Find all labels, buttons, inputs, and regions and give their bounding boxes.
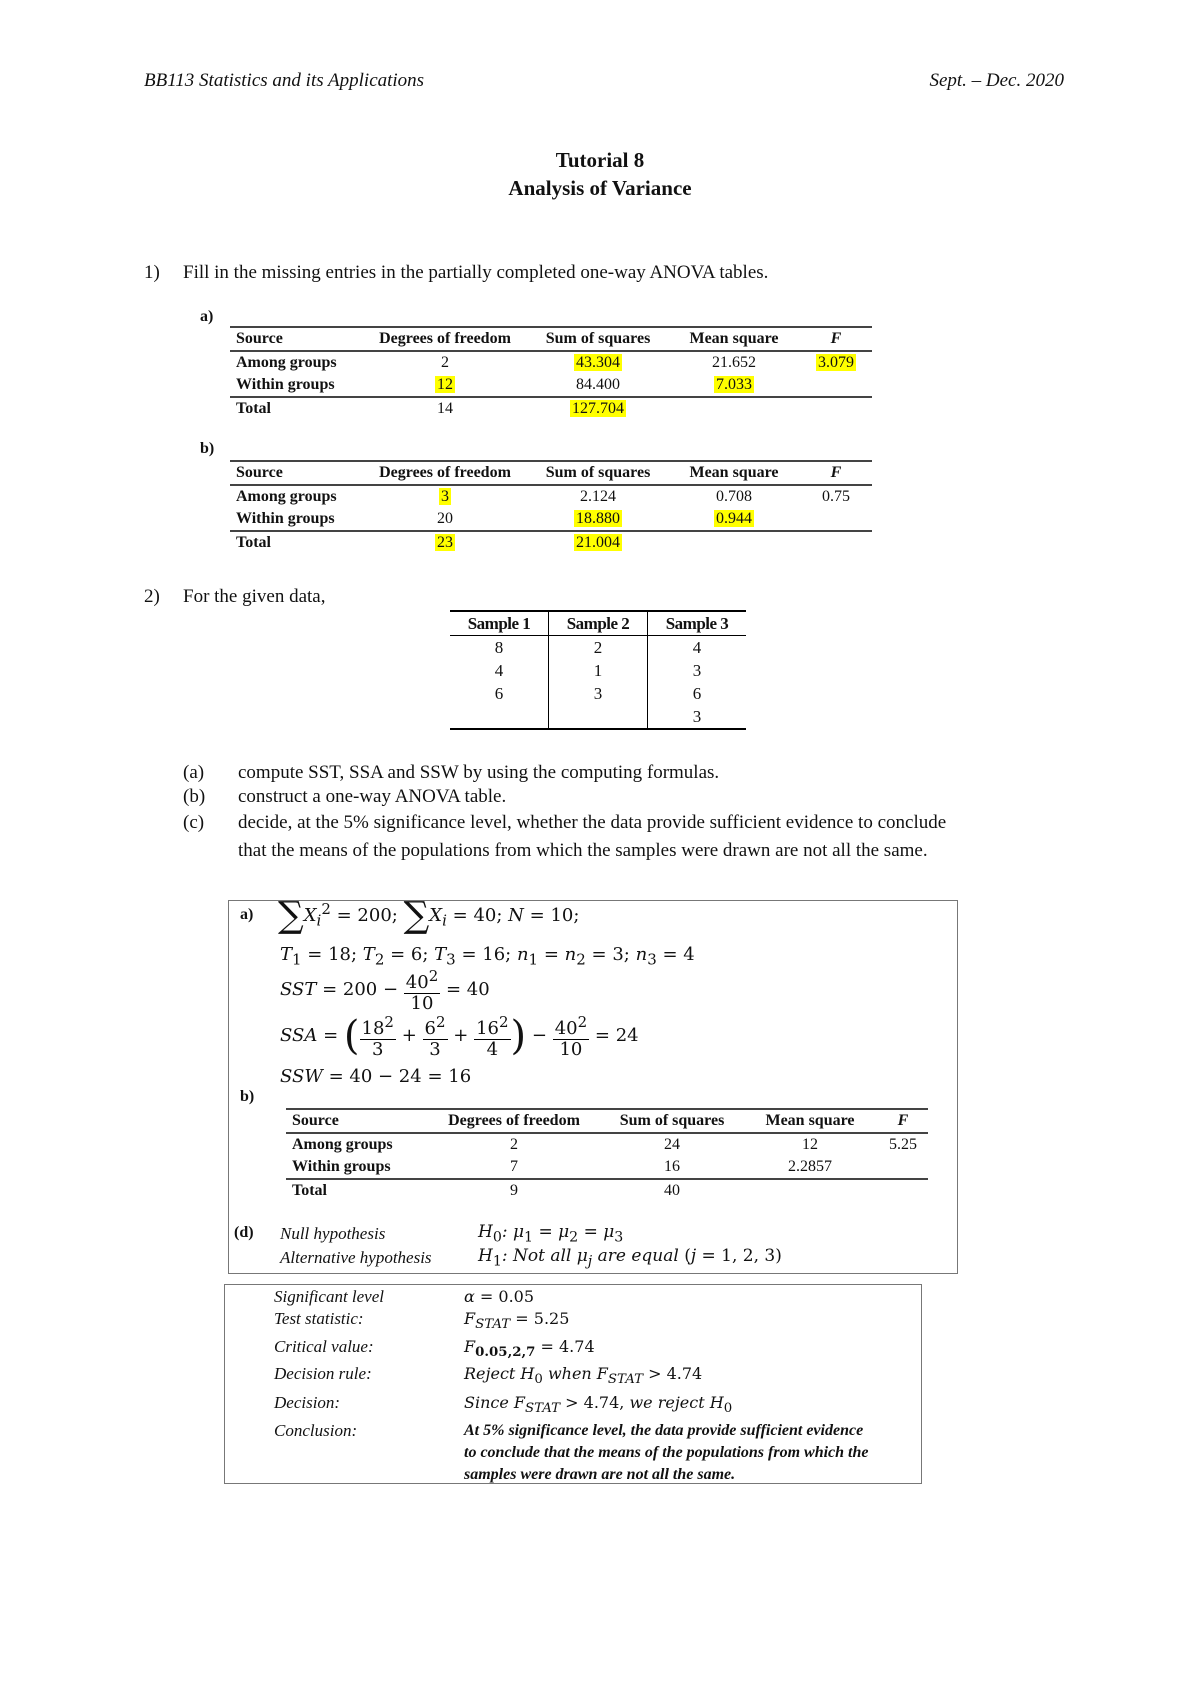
table-row: Total 14 127.704 [230, 397, 872, 420]
page-subtitle: Analysis of Variance [508, 176, 692, 200]
q2-text: For the given data, [183, 586, 326, 607]
header-ms: Mean square [668, 461, 800, 485]
list-item: Decision: Since $F_{STAT} > 4.74$, we reject $H_0$ [274, 1392, 733, 1416]
list-item: Decision rule: Reject $H_0$ when $F_{STAT} > 4.74$ [274, 1364, 703, 1388]
page-title: Tutorial 8 [555, 148, 645, 172]
highlighted-answer: 127.704 [572, 400, 624, 417]
solution-a-label: a) [240, 906, 254, 923]
highlighted-answer: 18.880 [576, 510, 620, 527]
alt-hypothesis-label: Alternative hypothesis [280, 1248, 432, 1267]
header-ss: Sum of squares [602, 1109, 742, 1133]
conclusion-line: samples were drawn are not all the same. [464, 1465, 736, 1483]
part-text: decide, at the 5% significance level, whether the data provide sufficient evidence to conclude [238, 812, 947, 833]
totals-formula: $T_1 = 18$; $T_2 = 6$; $T_3 = 16$; $n_1 = n_2 = 3$; $n_3 = 4$ [280, 944, 695, 969]
part-text: compute SST, SSA and SSW by using the computing formulas. [238, 762, 720, 783]
sum-formula: $\sum X_i^2 = 200$; $\sum X_i = 40$; N = 10; [278, 895, 580, 936]
anova-table-a [230, 326, 872, 420]
solution-d-label: (d) [234, 1224, 254, 1241]
table-row: Total 23 21.004 [230, 531, 872, 554]
table-row: Total 9 40 [286, 1179, 928, 1202]
table-row: Among groups 2 24 12 5.25 [292, 1136, 917, 1153]
table-row: 8 2 4 [450, 636, 746, 660]
course-header: BB113 Statistics and its Applications [144, 70, 425, 91]
table-row: Within groups 12 84.400 7.033 [236, 376, 752, 393]
highlighted-answer: 7.033 [716, 376, 752, 393]
null-hypothesis-label: Null hypothesis [280, 1224, 386, 1243]
ssw-formula: SSW = 40 − 24 = 16 [280, 1066, 472, 1087]
conclusion-line: At 5% significance level, the data provide sufficient evidence [464, 1421, 864, 1439]
part-label: (c) [183, 812, 205, 833]
solution-b-label: b) [240, 1088, 255, 1105]
q1-table-b-label: b) [200, 440, 215, 457]
sample-header: Sample 1 [450, 611, 549, 636]
sst-formula: SST = 200 − $\frac{40^2}{10}$ = 40 [280, 967, 490, 1014]
conclusion-table [274, 1286, 924, 1486]
part-text: that the means of the populations from which the samples were drawn are not all the same. [238, 840, 928, 861]
table-row: 3 [450, 705, 746, 729]
highlighted-answer: 43.304 [576, 354, 620, 371]
table-row: Among groups 2 43.304 21.652 3.079 [236, 354, 854, 371]
header-df: Degrees of freedom [426, 1109, 602, 1133]
header-df: Degrees of freedom [362, 327, 528, 351]
header-df: Degrees of freedom [362, 461, 528, 485]
header-f: F [800, 327, 872, 351]
highlighted-answer: 3.079 [818, 354, 854, 371]
part-label: (b) [183, 786, 206, 807]
list-item: Critical value: $F_{0.05,2,7} = 4.74$ [274, 1337, 595, 1361]
anova-table-b [230, 460, 872, 554]
solution-anova-table [286, 1108, 928, 1202]
header-f: F [800, 461, 872, 485]
q1-table-a-label: a) [200, 308, 214, 325]
table-row: 6 3 6 [450, 682, 746, 705]
part-label: (a) [183, 762, 205, 783]
conclusion-line: to conclude that the means of the populations from which the [464, 1443, 869, 1461]
sample-header: Sample 2 [549, 611, 648, 636]
table-row: Within groups 20 18.880 0.944 [236, 510, 752, 527]
q2-number: 2) [144, 586, 160, 607]
term-header: Sept. – Dec. 2020 [929, 70, 1064, 91]
table-row: Among groups 3 2.124 0.708 0.75 [236, 488, 850, 505]
sample-data-table [450, 610, 746, 730]
header-f: F [878, 1109, 928, 1133]
header-source: Source [230, 461, 362, 485]
list-item: Conclusion: At 5% significance level, the data provide sufficient evidence to conclude that the means of the populations from which the samples were drawn are not all the same. [274, 1420, 924, 1486]
alt-hypothesis: $H_1$: Not all $\mu_j$ are equal (j = 1, 2, 3) [478, 1246, 782, 1270]
highlighted-answer: 23 [437, 534, 453, 551]
header-ms: Mean square [742, 1109, 878, 1133]
q1-number: 1) [144, 262, 160, 283]
table-row: 4 1 3 [450, 659, 746, 682]
highlighted-answer: 0.944 [716, 510, 752, 527]
highlighted-answer: 12 [437, 376, 453, 393]
null-hypothesis: $H_0$: $\mu_1 = \mu_2 = \mu_3$ [478, 1222, 624, 1246]
table-row: Within groups 7 16 2.2857 [292, 1158, 832, 1175]
highlighted-answer: 3 [441, 488, 449, 505]
header-ss: Sum of squares [528, 461, 668, 485]
ssa-formula: SSA = ( $\frac{18^2}{3}$ + $\frac{6^2}{3}$ + $\frac{16^2}{4}$ ) − $\frac{40^2}{10}$ = 24 [280, 1013, 639, 1060]
header-source: Source [230, 327, 362, 351]
header-source: Source [286, 1109, 426, 1133]
highlighted-answer: 21.004 [576, 534, 620, 551]
q1-text: Fill in the missing entries in the partially completed one-way ANOVA tables. [183, 262, 769, 283]
list-item: Test statistic: $F_{STAT} = 5.25$ [274, 1309, 570, 1333]
list-item: Significant level α = 0.05 [274, 1287, 535, 1306]
part-text: construct a one-way ANOVA table. [238, 786, 507, 807]
header-ms: Mean square [668, 327, 800, 351]
header-ss: Sum of squares [528, 327, 668, 351]
sample-header: Sample 3 [648, 611, 747, 636]
